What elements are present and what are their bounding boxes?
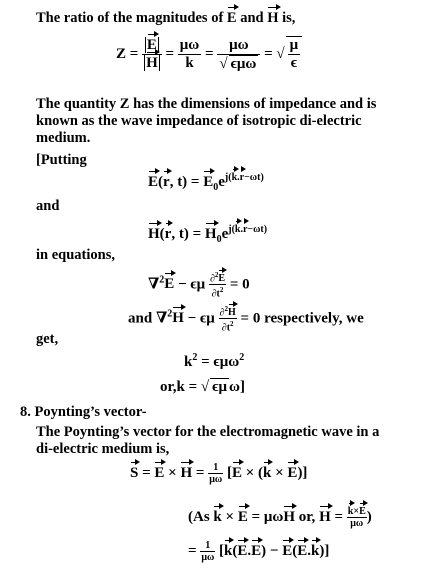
z-equation: Z = $\frac{E}{H}$ = $\frac{\mu\omega}{k}$ = $\frac{\mu\omega}{\text{√ ϵμω}}$ = √ $\frac{\mu}{\epsilon}$ — [116, 36, 302, 73]
and-text: and — [240, 10, 264, 26]
z-label: Z = — [116, 45, 139, 62]
para-line-2: known as the wave impedance of isotropic di-electric — [36, 113, 362, 129]
e-field-equation: E(r, $t) = E_0e^{j(k.r-\omega t)}$ — [148, 172, 264, 193]
wave-equation-e: ∇$^2$E − ϵμ $\frac{\partial^2E}{\partial t^2}$ = 0 — [148, 271, 250, 300]
as-relation: (As k × E = μωH or, H = $\frac{k\times E}{\mu\omega}$ ) — [188, 506, 372, 529]
para-line-3: medium. — [36, 130, 91, 146]
root-mu-over-eps: $\frac{\mu}{\epsilon}$ — [286, 36, 303, 72]
k-squared-equation: $k^2 = \epsilon\mu\omega^2$ — [184, 352, 245, 370]
putting-text: [Putting — [36, 152, 87, 168]
final-equation: = $\frac{1}{\mu\omega}$ [k(E.E) − E(E.k)] — [188, 540, 330, 563]
poynting-line-1: The Poynting’s vector for the electromagnetic wave in a — [36, 424, 380, 440]
and-line: and — [36, 198, 60, 214]
get-text: get, — [36, 331, 59, 347]
h-vector: H — [267, 10, 279, 26]
k-equation: or,k = √ ϵμ ω] — [160, 379, 245, 395]
poynting-line-2: di-electric medium is, — [36, 441, 170, 457]
in-equations-text: in equations, — [36, 247, 115, 263]
para-line-1: The quantity Z has the dimensions of impedance and is — [36, 96, 377, 112]
poynting-equation: S = E × H = $\frac{1}{\mu\omega}$ [E × (k × E)] — [130, 462, 308, 485]
h-field-equation: H(r, $t) = H_0e^{j(k.r-\omega t)}$ — [148, 224, 268, 245]
ratio-fraction: $\frac{E}{H}$ — [142, 37, 162, 72]
e-vector: E — [226, 10, 237, 26]
intro-line — [36, 10, 295, 27]
section-heading: 8. Poynting’s vector- — [20, 404, 147, 420]
mu-omega-over-k: $\frac{\mu\omega}{k}$ — [179, 37, 200, 71]
mu-omega-over-root: $\frac{\mu\omega}{\text{√ ϵμω}}$ — [217, 37, 260, 73]
wave-equation-h: and ∇$^2$H − ϵμ $\frac{\partial^2H}{\partial t^2}$ = 0 respectively, we — [128, 305, 364, 334]
is-text: is, — [282, 10, 296, 26]
intro-text: The ratio of the magnitudes of — [36, 10, 224, 26]
